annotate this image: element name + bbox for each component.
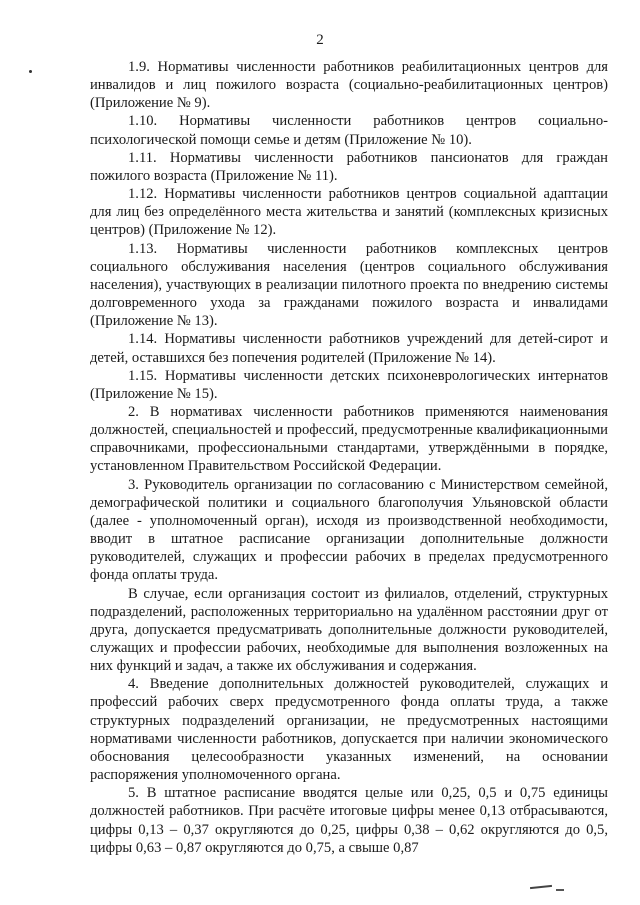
scan-artifact-mark [556, 889, 564, 891]
paragraph-1-12: 1.12. Нормативы численности работников центров социальной адаптации для лиц без определённого места жительства и занятий (комплексных кризисных центров) (Приложение № 12). [90, 186, 608, 239]
paragraph-1-10: 1.10. Нормативы численности работников центров социально-психологической помощи семье и детям (Приложение № 10). [90, 113, 608, 148]
scan-artifact-mark [530, 885, 552, 889]
document-body [90, 58, 608, 857]
scan-artifact-dot [29, 70, 32, 73]
paragraph-1-9: 1.9. Нормативы численности работников реабилитационных центров для инвалидов и лиц пожилого возраста (социально-реабилитационных центров) (Приложение № 9). [90, 59, 608, 112]
paragraph-2: 2. В нормативах численности работников применяются наименования должностей, специальностей и профессий, предусмотренные квалификационными справочниками, профессиональными стандартами, утверждёнными в порядке, установленном Правительством Российской Федерации. [90, 403, 608, 475]
paragraph-5: 5. В штатное расписание вводятся целые или 0,25, 0,5 и 0,75 единицы должностей работников. При расчёте итоговые цифры менее 0,13 отбрасываются, цифры 0,13 – 0,37 округляются до 0,25, цифры 0,38 – 0,62 округляются до 0,5, цифры 0,63 – 0,87 округляются до 0,75, а свыше 0,87 [90, 785, 608, 856]
paragraph-3-branches: В случае, если организация состоит из филиалов, отделений, структурных подразделений, расположенных территориально на удалённом расстоянии друг от друга, допускается предусматривать дополнительные должности руководителей, служащих и профессии рабочих, необходимые для выполнения возложенных на них функций и задач, а также их обслуживания и содержания. [90, 585, 608, 675]
paragraph-1-13: 1.13. Нормативы численности работников комплексных центров социального обслуживания населения (центров социального обслуживания населения), участвующих в реализации пилотного проекта по внедрению системы долговременного ухода за гражданами пожилого возраста и инвалидами (Приложение № 13). [90, 240, 608, 330]
paragraph-1-15: 1.15. Нормативы численности детских психоневрологических интернатов (Приложение № 15). [90, 367, 608, 402]
paragraph-1-11: 1.11. Нормативы численности работников пансионатов для граждан пожилого возраста (Приложение № 11). [90, 149, 608, 184]
paragraph-4: 4. Введение дополнительных должностей руководителей, служащих и профессий рабочих сверх предусмотренного фонда оплаты труда, а также структурных подразделений организации, не предусмотренных настоящими нормативами численности работников, допускается при наличии экономического обоснования целесообразности указанных изменений, на основании распоряжения уполномоченного органа. [90, 676, 608, 784]
paragraph-3: 3. Руководитель организации по согласованию с Министерством семейной, демографической политики и социального благополучия Ульяновской области (далее - уполномоченный орган), исходя из производственной необходимости, вводит в штатное расписание организации дополнительные должности руководителей, служащих и профессии рабочих в пределах предусмотренного фонда оплаты труда. [90, 476, 608, 584]
paragraph-1-14: 1.14. Нормативы численности работников учреждений для детей-сирот и детей, оставшихся без попечения родителей (Приложение № 14). [90, 331, 608, 366]
page-number: 2 [316, 32, 324, 48]
